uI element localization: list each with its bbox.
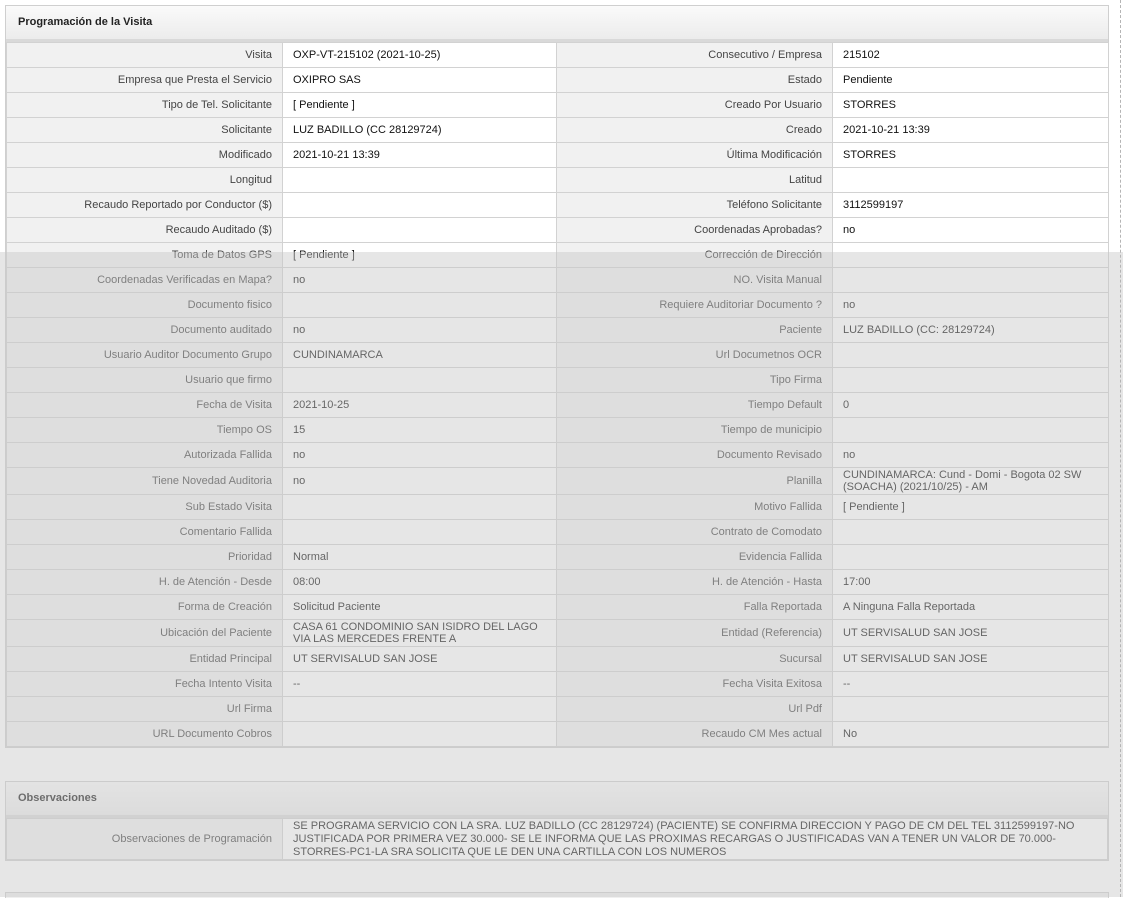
field-value <box>833 268 1109 293</box>
field-value <box>283 697 557 722</box>
detail-row <box>7 368 1109 393</box>
field-label: Contrato de Comodato <box>557 520 833 545</box>
field-value: 2021-10-25 <box>283 393 557 418</box>
detail-row <box>7 697 1109 722</box>
field-value <box>833 243 1109 268</box>
field-value: 17:00 <box>833 570 1109 595</box>
field-label: URL Documento Cobros <box>7 722 283 747</box>
detail-row <box>7 647 1109 672</box>
field-value: 08:00 <box>283 570 557 595</box>
field-label: Url Pdf <box>557 697 833 722</box>
detail-row <box>7 595 1109 620</box>
field-value: no <box>833 443 1109 468</box>
field-label: Planilla <box>557 468 833 495</box>
detail-row <box>7 193 1109 218</box>
field-label: H. de Atención - Desde <box>7 570 283 595</box>
field-label: Modificado <box>7 143 283 168</box>
field-value <box>283 218 557 243</box>
field-label: Coordenadas Verificadas en Mapa? <box>7 268 283 293</box>
field-value: No <box>833 722 1109 747</box>
field-value <box>283 168 557 193</box>
observations-panel-title: Observaciones <box>6 782 1108 818</box>
field-value <box>833 368 1109 393</box>
field-value <box>833 697 1109 722</box>
field-label: Corrección de Dirección <box>557 243 833 268</box>
field-label: Solicitante <box>7 118 283 143</box>
dashed-divider <box>1120 0 1121 897</box>
detail-row <box>7 570 1109 595</box>
field-value: no <box>283 443 557 468</box>
field-label: Creado Por Usuario <box>557 93 833 118</box>
detail-row <box>7 118 1109 143</box>
field-value <box>283 368 557 393</box>
observations-panel <box>5 781 1109 861</box>
field-label: Documento fisico <box>7 293 283 318</box>
field-label: Documento Revisado <box>557 443 833 468</box>
observations-row <box>7 819 1108 860</box>
field-label: Última Modificación <box>557 143 833 168</box>
field-label: Tiempo OS <box>7 418 283 443</box>
field-label: Coordenadas Aprobadas? <box>557 218 833 243</box>
field-value <box>833 343 1109 368</box>
field-value <box>833 168 1109 193</box>
field-label: Consecutivo / Empresa <box>557 43 833 68</box>
field-value: A Ninguna Falla Reportada <box>833 595 1109 620</box>
field-label: Sucursal <box>557 647 833 672</box>
field-value: CUNDINAMARCA <box>283 343 557 368</box>
field-value: 215102 <box>833 43 1109 68</box>
field-label: Evidencia Fallida <box>557 545 833 570</box>
field-value: UT SERVISALUD SAN JOSE <box>283 647 557 672</box>
field-label: Ubicación del Paciente <box>7 620 283 647</box>
field-value: LUZ BADILLO (CC 28129724) <box>283 118 557 143</box>
field-value <box>283 722 557 747</box>
field-label: Tiene Novedad Auditoria <box>7 468 283 495</box>
field-value: CUNDINAMARCA: Cund - Domi - Bogota 02 SW (SOACHA) (2021/10/25) - AM <box>833 468 1109 495</box>
field-value: no <box>833 293 1109 318</box>
observations-table <box>6 818 1108 860</box>
detail-row <box>7 168 1109 193</box>
field-value: [ Pendiente ] <box>833 495 1109 520</box>
field-value: no <box>833 218 1109 243</box>
field-label: Sub Estado Visita <box>7 495 283 520</box>
detail-row <box>7 93 1109 118</box>
observations-value: SE PROGRAMA SERVICIO CON LA SRA. LUZ BADILLO (CC 28129724) (PACIENTE) SE CONFIRMA DIRECCION Y PAGO DE CM DEL TEL 3112599197-NO JUSTIFICADA POR PRIMERA VEZ 30.000- SE LE INFORMA QUE LAS PROXIMAS RECARGAS O JUSTIFICADAS VAN A TENER UN VALOR DE 70.000-STORRES-PC1-LA SRA SOLICITA QUE LE DEN UNA CARTILLA CON LOS NUMEROS <box>283 819 1108 860</box>
field-value: CASA 61 CONDOMINIO SAN ISIDRO DEL LAGO VIA LAS MERCEDES FRENTE A <box>283 620 557 647</box>
observations-label: Observaciones de Programación <box>7 819 283 860</box>
field-label: Usuario Auditor Documento Grupo <box>7 343 283 368</box>
field-label: Fecha Intento Visita <box>7 672 283 697</box>
field-label: Tipo Firma <box>557 368 833 393</box>
field-label: Forma de Creación <box>7 595 283 620</box>
field-value: -- <box>283 672 557 697</box>
field-label: Url Documetnos OCR <box>557 343 833 368</box>
field-label: Url Firma <box>7 697 283 722</box>
field-label: H. de Atención - Hasta <box>557 570 833 595</box>
field-label: Falla Reportada <box>557 595 833 620</box>
field-label: Visita <box>7 43 283 68</box>
visit-programming-panel <box>5 5 1109 748</box>
detail-row <box>7 672 1109 697</box>
detail-row <box>7 293 1109 318</box>
field-value: STORRES <box>833 143 1109 168</box>
detail-row <box>7 218 1109 243</box>
field-value: -- <box>833 672 1109 697</box>
field-value: [ Pendiente ] <box>283 243 557 268</box>
field-value: no <box>283 268 557 293</box>
field-value: 15 <box>283 418 557 443</box>
field-value: 3112599197 <box>833 193 1109 218</box>
detail-row <box>7 43 1109 68</box>
detail-row <box>7 620 1109 647</box>
field-label: Entidad (Referencia) <box>557 620 833 647</box>
field-label: Comentario Fallida <box>7 520 283 545</box>
field-value: 2021-10-21 13:39 <box>283 143 557 168</box>
detail-row <box>7 143 1109 168</box>
field-value: no <box>283 468 557 495</box>
field-label: Documento auditado <box>7 318 283 343</box>
field-label: Tipo de Tel. Solicitante <box>7 93 283 118</box>
field-value: Pendiente <box>833 68 1109 93</box>
field-label: Entidad Principal <box>7 647 283 672</box>
field-value: [ Pendiente ] <box>283 93 557 118</box>
field-value: 0 <box>833 393 1109 418</box>
field-value <box>283 495 557 520</box>
field-value: LUZ BADILLO (CC: 28129724) <box>833 318 1109 343</box>
field-value <box>283 193 557 218</box>
field-label: Usuario que firmo <box>7 368 283 393</box>
field-label: Tiempo de municipio <box>557 418 833 443</box>
field-label: Fecha Visita Exitosa <box>557 672 833 697</box>
field-value: 2021-10-21 13:39 <box>833 118 1109 143</box>
field-label: Recaudo Reportado por Conductor ($) <box>7 193 283 218</box>
detail-row <box>7 418 1109 443</box>
detail-row <box>7 318 1109 343</box>
field-value: Normal <box>283 545 557 570</box>
visit-details-table <box>6 42 1109 747</box>
field-value: OXIPRO SAS <box>283 68 557 93</box>
field-label: Creado <box>557 118 833 143</box>
field-value: no <box>283 318 557 343</box>
detail-row <box>7 520 1109 545</box>
detail-row <box>7 545 1109 570</box>
field-value <box>833 520 1109 545</box>
field-label: Latitud <box>557 168 833 193</box>
field-label: Requiere Auditoriar Documento ? <box>557 293 833 318</box>
field-value: STORRES <box>833 93 1109 118</box>
detail-row <box>7 722 1109 747</box>
field-label: Paciente <box>557 318 833 343</box>
field-value: UT SERVISALUD SAN JOSE <box>833 647 1109 672</box>
detail-row <box>7 343 1109 368</box>
field-value: Solicitud Paciente <box>283 595 557 620</box>
field-value <box>833 545 1109 570</box>
detail-row <box>7 68 1109 93</box>
field-label: Empresa que Presta el Servicio <box>7 68 283 93</box>
field-value <box>283 520 557 545</box>
field-label: Recaudo CM Mes actual <box>557 722 833 747</box>
detail-row <box>7 495 1109 520</box>
detail-row <box>7 443 1109 468</box>
field-label: Longitud <box>7 168 283 193</box>
visit-panel-title: Programación de la Visita <box>6 6 1108 42</box>
field-value <box>283 293 557 318</box>
field-label: Motivo Fallida <box>557 495 833 520</box>
field-label: Recaudo Auditado ($) <box>7 218 283 243</box>
detail-row <box>7 243 1109 268</box>
field-label: Toma de Datos GPS <box>7 243 283 268</box>
detail-row <box>7 468 1109 495</box>
next-panel-edge <box>5 892 1109 898</box>
field-label: Prioridad <box>7 545 283 570</box>
field-label: Autorizada Fallida <box>7 443 283 468</box>
field-label: Teléfono Solicitante <box>557 193 833 218</box>
field-label: Estado <box>557 68 833 93</box>
field-value <box>833 418 1109 443</box>
field-value: UT SERVISALUD SAN JOSE <box>833 620 1109 647</box>
detail-row <box>7 268 1109 293</box>
field-label: Tiempo Default <box>557 393 833 418</box>
field-label: Fecha de Visita <box>7 393 283 418</box>
detail-row <box>7 393 1109 418</box>
field-value: OXP-VT-215102 (2021-10-25) <box>283 43 557 68</box>
field-label: NO. Visita Manual <box>557 268 833 293</box>
